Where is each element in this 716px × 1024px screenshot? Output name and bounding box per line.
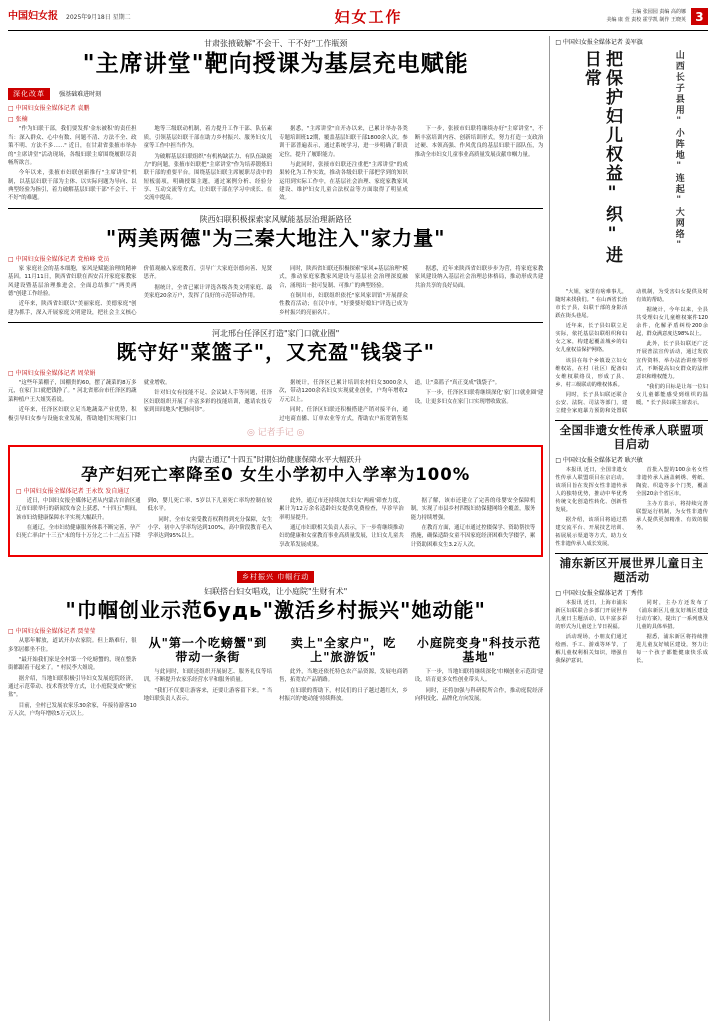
bottom-body — [8, 637, 543, 718]
paragraph: 与此同时，妇联还组织开展厨艺、服务礼仪等培训，不断提升农家乐经营水平和服务质量。 — [143, 668, 273, 684]
section-title: 妇女工作 — [334, 8, 403, 26]
decorative-stamp: ◎ 记者手记 ◎ — [246, 427, 305, 438]
paragraph: 通辽市妇联相关负责人表示，下一步将继续推动妇幼健康和女童教育事业高质量发展，让妇女儿童共享改革发展成果。 — [279, 525, 404, 548]
side-vertical-headline — [555, 50, 708, 282]
paragraph: 首批入盟的100余名女性非遗传承人涵盖刺绣、剪纸、陶瓷、织造等多个门类，覆盖全国20余个省区市。 — [636, 466, 708, 497]
side-article-pudong — [555, 557, 708, 667]
masthead-right — [606, 8, 708, 25]
paragraph: 据悉，浦东新区将持续推进儿童友好城区建设，努力让每一个孩子都能健康快乐成长。 — [636, 634, 708, 665]
paragraph: 在妇联的帮助下，村民们的日子越过越红火，乡村振兴的'她动能'持续释放。 — [279, 687, 408, 702]
paragraph: 此外，长子县妇联还广泛开展普法宣传活动，通过发放宣传资料、举办法治讲座等形式，不断提高妇女群众的法律意识和维权能力。 — [636, 341, 708, 380]
paragraph: 此外，通辽市还持续加大妇女'两癌'筛查力度，累计为12万余名适龄妇女提供免费检查，早诊早治率明显提升。 — [279, 497, 404, 521]
paragraph: "作为妇联干部，我们要发挥'金东被积'的责任担当：深入群众、心中有数、问题不清、方法不全、政策不明、方法不多……" 近日，在甘肃省张掖市举办的"主席讲堂"活动现场，各级妇联主席围绕履职尽责畅所欲言。 — [8, 126, 137, 166]
side-article-3-title: 浦东新区开展世界儿童日主题活动 — [559, 556, 704, 584]
side-article-heritage — [555, 424, 708, 548]
divider — [555, 420, 708, 421]
side-article-2-body — [555, 466, 708, 549]
bottom-tag-row — [8, 564, 543, 583]
paragraph: 针对妇女有技能不足、会议缺人手等问题，任泽区妇联组织开展了丰富多彩的技能培训，邀请农技专家到田间地头"把脉问诊"。 — [143, 390, 273, 414]
lead-kicker: 甘肃张掖破解"不会干、干不好"工作瓶颈 — [203, 39, 348, 48]
divider — [8, 208, 543, 209]
side-article-2-title: 全国非遗女性传承人联盟项目启动 — [559, 422, 704, 451]
side-column — [549, 36, 708, 1021]
paragraph: 本报讯 近日，全国非遗女性传承人联盟项目在京启动。该项目旨在发挥女性非遗传承人的独特优势，推动中华优秀传统文化创造性转化、创新性发展。 — [555, 466, 628, 513]
article-shaanxi — [8, 212, 543, 317]
paragraph: 近日，中国妇女报全媒体记者从内蒙古自治区通辽市妇联举行的新闻发布会上获悉，"十四五"期间，该市妇幼健康保障水平实现大幅跃升。 — [16, 497, 141, 521]
paragraph: 近年来，陕西省妇联以"美丽家庭、美德家庭"创建为抓手，深入开展家庭文明建设，把社会主义核心价值观融入家庭教育，引导广大家庭崇德向善、见贤思齐。 — [8, 265, 273, 316]
paragraph: 下一步，当地妇联将继续深化'巾帼创业示范街'建设，培育更多女性创业带头人。 — [414, 668, 544, 684]
paragraph: 同时，全市女童受教育权利得到充分保障，女生小学、初中入学率均达到100%，高中阶段教育毛入学率达到95%以上。 — [147, 516, 273, 540]
paragraph: 在铜川市，妇联组织依托"家风家训馆"开展群众性教育活动；在汉中市，"好婆婆好媳妇"评选已成为乡村振兴的亮丽名片。 — [279, 292, 408, 316]
paragraph: 同时，还将加强与科研院所合作，推动庭院经济向科技化、品牌化方向发展。 — [414, 687, 544, 702]
bottom-tag: 乡村振兴 巾帼行动 — [237, 571, 314, 583]
paragraph: 地等三级联动机制，着力提升工作干部、队伍素质，引领基层妇联干部在助力乡村振兴、服务妇女儿童等工作中担当作为。 — [143, 126, 273, 150]
paragraph: 主办方表示，将持续完善联盟运行机制，为女性非遗传承人提供更加精准、有效的服务。 — [636, 500, 708, 531]
story3-body — [8, 379, 543, 423]
side-article-3-byline: □ 中国妇女报全媒体记者 丁秀伟 — [555, 589, 643, 597]
side-vertical-title-right: 山西长子县用"小阵地"连起"大网络" — [673, 50, 684, 252]
masthead — [8, 6, 708, 31]
paragraph: 近年来，长子县妇联立足实际，依托基层妇联组织和妇女之家，构建起覆盖城乡的妇女儿童权益保护网络。 — [555, 323, 628, 354]
divider — [555, 553, 708, 554]
paragraph: 同时，任泽区妇联还积极搭建产销对接平台，通过电商直播、订单农业等方式，帮助农户拓宽销售渠道，让"菜篮子"真正变成"钱袋子"。 — [279, 380, 501, 422]
paragraph: 据统计，今年以来，全县共受理妇女儿童维权案件120余件，化解矛盾纠纷200余起，群众满意度达98%以上。 — [636, 307, 708, 338]
lead-byline-2: □ 张楠 — [8, 116, 28, 124]
bottom-headline: "巾帼创业示范будь"激活乡村振兴"她动能" — [65, 598, 486, 623]
paragraph: "最开始我们家是全村第一个吃螃蟹的，现在整条街都跟着干起来了。" 村民李大姐说。 — [8, 656, 137, 672]
paragraph: 同时，长子县妇联还联合公安、法院、司法等部门，建立健全家庭暴力预防和处置联动机制，为受害妇女提供及时有效的帮助。 — [555, 289, 708, 414]
paragraph: 在通辽，全市妇幼健康服务体系不断完善，孕产妇死亡率由"十三五"末的每十万分之二十二点五下降到0，婴儿死亡率、5岁以下儿童死亡率均控制在较低水平。 — [16, 497, 273, 540]
paragraph: 在教育方面，通辽市通过控辍保学、资助帮扶等措施，确保适龄女童不因家庭经济困难失学辍学，累计资助困难女生3.2万人次。 — [410, 525, 536, 548]
paragraph: 本报讯 近日，上海市浦东新区妇联联合多部门开展世界儿童日主题活动，以丰富多彩的形式为儿童送上节日祝福。 — [555, 599, 628, 630]
story3-kicker: 河北邢台任泽区打造"家门口就业圈" — [211, 329, 340, 339]
paragraph: 据介绍，当地妇联积极引导妇女发展庭院经济，通过示范带动、技术帮扶等方式，让小庭院变成"聚宝盆"。 — [8, 675, 137, 699]
side-top-byline: □ 中国妇女报全媒体记者 姜军旗 — [555, 39, 643, 46]
paragraph: 同时，陕西省妇联还积极探索"家风+基层治理"模式，推动家庭家教家风建设与基层社会治理深度融合，涌现出一批可复制、可推广的典型经验。 — [279, 265, 408, 289]
paragraph: 据了解，该市还建立了完善的母婴安全保障机制，实现了市县乡村四级妇幼保健网络全覆盖，服务能力持续增强。 — [410, 497, 536, 521]
article-rural-revitalization — [8, 561, 543, 718]
page-body — [8, 36, 708, 1021]
paragraph: 与此同时，张掖市妇联还注重把"主席讲堂"的成果转化为工作实效，推动各级妇联干部把学到的知识运用到实际工作中，在基层社会治理、家庭家教家风建设、维护妇女儿童合法权益等方面取得了明显成效。 — [279, 161, 408, 202]
story3-headline: 既守好"菜篮子"，又充盈"钱袋子" — [116, 340, 435, 365]
paragraph: 为破解基层妇联组织"有机构缺活力、有队伍缺能力"的问题，张掖市妇联把"主席讲堂"作为培养锻炼妇联干部的重要平台。围绕基层妇联主席履职尽责中的短板弱项，明确授课主题，通过案例分析、经验分享、互动交流等方式，让妇联干部在学习中成长、在交流中提高。 — [143, 153, 273, 202]
paragraph: 据统计，任泽区已累计培训农村妇女3000余人次，带动1200余名妇女实现就业创业，户均年增收2万元以上。 — [279, 380, 408, 403]
main-column — [8, 36, 543, 1021]
lead-tag-note: 强基础难进时刻 — [59, 91, 102, 99]
credits-line-2: 美编 康 萱 责校 霍学凯 制作 王晓英 — [606, 16, 686, 23]
highlight-kicker: 内蒙古通辽"十四五"时期妇幼健康保障水平大幅跃升 — [189, 454, 362, 464]
divider — [8, 322, 543, 323]
paragraph: 据悉，近年来陕西省妇联步步为营，将家庭家教家风建设纳入基层社会治理总体格局，推动形成共建共治共享的良好局面。 — [414, 265, 544, 289]
story2-body — [8, 265, 543, 317]
paragraph: 据介绍，该项目将通过搭建交流平台、开展技艺培训、拓展展示渠道等方式，助力女性非遗传承人成长发展。 — [555, 516, 628, 548]
paragraph: 下一步，任泽区妇联将继续深化'家门口就业圈'建设，让更多妇女在家门口实现增收致富。 — [414, 390, 544, 405]
paragraph: 活动现场，小朋友们通过绘画、手工、游戏等环节，了解儿童权利相关知识，增强自我保护意识。 — [555, 634, 628, 665]
editor-credits — [606, 9, 686, 24]
paragraph: "我们不仅要让游客来，还要让游客留下来。" 当地妇联负责人表示。 — [143, 687, 273, 702]
paragraph: 家 家庭社会的基本细胞，家风是赋能治理的精神基因。11月11日，陕西省妇联在西安召开家庭家教家风建设暨基层治理推进会，全面总结推广"两美两德"创建工作经验。 — [8, 265, 137, 297]
article-highlighted-tongliao — [8, 445, 543, 557]
paragraph: 今年以来，张掖市妇联创新推行"主席讲堂"机制，以基层妇联干部为主体、以实际问题为导向、以典型经验为指引，着力破解基层妇联干部"不会干、干不好"的难题。 — [8, 170, 137, 202]
highlight-body — [16, 497, 535, 549]
story2-kicker: 陕西妇联积极探索家风赋能基层治理新路径 — [199, 214, 352, 224]
paragraph: 从那年解放，道试开办农家院。但上路难行，很多邻居都坐不住。 — [8, 638, 137, 653]
bottom-subhead-1: 从"第一个吃螃蟹"到带动一条街 — [148, 636, 268, 664]
masthead-left — [8, 11, 131, 22]
paragraph: 近年来，任泽区妇联立足当地蔬菜产业优势，积极引导妇女参与设施农业发展，帮助她们实现家门口就业增收。 — [8, 380, 171, 422]
side-article-3-body — [555, 599, 708, 668]
side-vertical-title-left: 把保护妇儿权益"织"进日常 — [580, 50, 623, 265]
credits-line-1: 主编 张园园 责编 高的娜 — [631, 9, 686, 15]
paragraph: "我们的目标是让每一位妇女儿童都能感受到组织的温暖。" 长子县妇联主席表示。 — [636, 383, 708, 406]
story3-byline: □ 中国妇女报全媒体记者 周荣娟 — [8, 370, 96, 378]
paragraph: 该县在每个乡镇设立妇女维权站，在村（社区）配备妇女维权联络员，形成了县、乡、村三级联动的维权体系。 — [555, 357, 628, 388]
side-body — [555, 288, 708, 415]
paragraph: 下一步，张掖市妇联将继续办好"主席讲堂"，不断丰富培训内容、创新培训形式，努力打造一支政治过硬、本领高强、作风优良的基层妇联干部队伍，为推动全市妇女儿童事业高质量发展贡献巾帼力量。 — [414, 126, 544, 158]
paragraph: 此外，当地还依托特色农产品资源，发展电商销售，拓宽农产品销路。 — [279, 668, 408, 684]
paragraph: 据悉，"主席讲堂"自开办以来，已累计举办各类专题培训班12期，覆盖基层妇联干部1800余人次。参训干部普遍表示，通过系统学习，进一步明确了职责定位，提升了履职能力。 — [279, 126, 408, 158]
bottom-subhead-3: 小庭院变身"科技示范基地" — [416, 636, 542, 664]
paragraph: 同时，主办方还发布了《浦东新区儿童友好城区建设行动方案》，提出了一系列惠及儿童的具体举措。 — [636, 599, 708, 630]
page-number-badge: 3 — [691, 8, 708, 25]
article-lead — [8, 36, 543, 203]
bottom-byline: □ 中国妇女报全媒体记者 贾莹莹 — [8, 628, 96, 636]
lead-byline: □ 中国妇女报全媒体记者 袁鹏 — [8, 105, 90, 113]
bottom-subhead-2: 卖上"全家户"，吃上"旅游饭" — [290, 636, 397, 664]
paragraph: 目前，全村已发展农家乐30余家，年接待游客10万人次，户均年增收5万元以上。 — [8, 702, 137, 718]
side-article-2-byline: □ 中国妇女报全媒体记者 耿兴敏 — [555, 456, 643, 464]
story2-headline: "两美两德"为三秦大地注入"家力量" — [105, 225, 446, 250]
highlight-headline: 孕产妇死亡率降至0 女生小学初中入学率为100% — [81, 464, 471, 484]
publication-logo: 中国妇女报 — [8, 11, 58, 22]
story2-byline: □ 中国妇女报全媒体记者 党柏峰 党员 — [8, 255, 110, 263]
lead-tag-row — [8, 81, 543, 100]
article-hebei — [8, 326, 543, 440]
lead-headline: "主席讲堂"靶向授课为基层充电赋能 — [82, 51, 469, 77]
paragraph: "这些年菜棚子，国棚贵的60，摆了蔬菜的8万多元，在家门口就把钱挣了。" 河北省邢台市任泽区的蔬菜种植户王大姐笑着说。 — [8, 380, 137, 403]
lead-body — [8, 125, 543, 202]
paragraph: 据统计，全省已累计评选各级各类文明家庭、最美家庭20余万户，发挥了良好的示范带动作用。 — [143, 284, 273, 299]
lead-tag: 深化改革 — [8, 88, 50, 100]
publication-date: 2025年9月18日 星期二 — [66, 14, 131, 21]
paragraph: "大姐，家里有啥难事儿，随时来找我们。" 在山西省长治市长子县，妇联干部的身影活跃在街头巷尾。 — [555, 289, 628, 320]
bottom-kicker: 妇联搭台妇女唱戏，让小庭院"生财有术" — [203, 587, 348, 597]
highlight-byline: □ 中国妇女报全媒体记者 王永钦 发自通辽 — [16, 487, 130, 495]
